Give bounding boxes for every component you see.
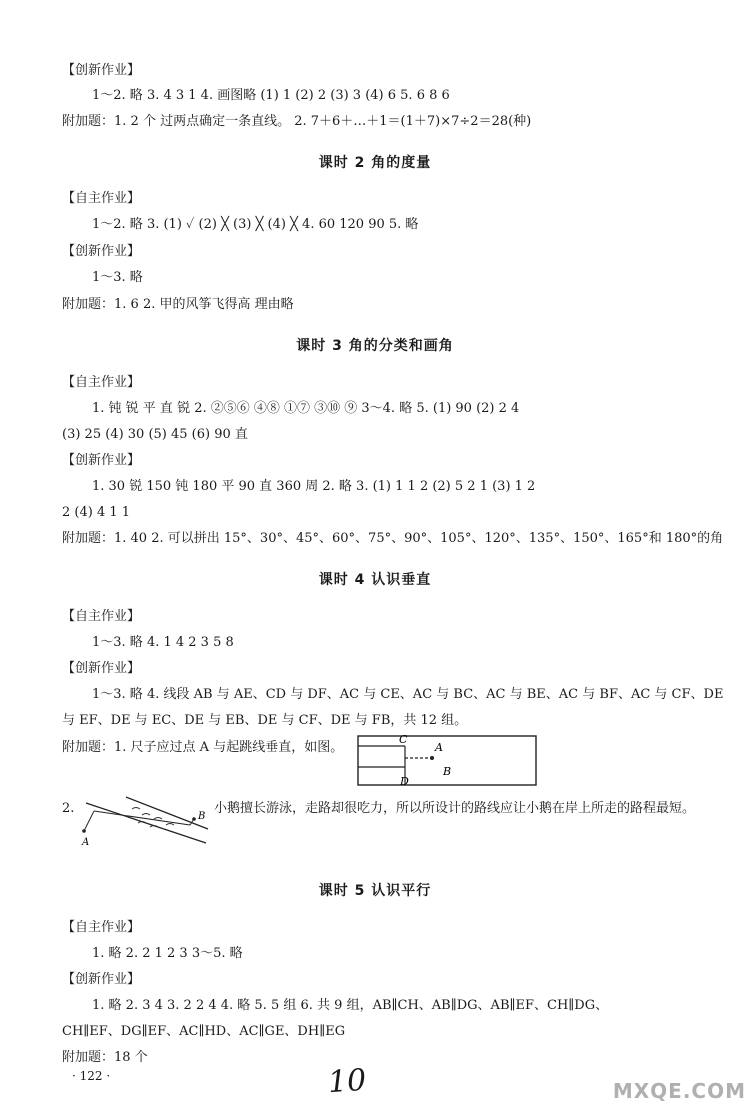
- answer-line: (3) 25 (4) 30 (5) 45 (6) 90 直: [62, 427, 248, 442]
- handwritten-number: 10: [326, 1062, 368, 1101]
- answer-line: 1～3. 略: [92, 270, 143, 285]
- river-path-figure: [70, 795, 210, 855]
- answer-line: 1～3. 略 4. 线段 AB 与 AE、CD 与 DF、AC 与 CE、AC 与 BC、AC 与 BE、AC 与 BF、AC 与 CF、DE: [92, 687, 724, 702]
- label-a: A: [82, 837, 90, 848]
- label-a: A: [435, 741, 443, 754]
- bonus-line: 附加题：1. 40 2. 可以拼出 15°、30°、45°、60°、75°、90°、105°、120°、135°、150°、165°和 180°的角: [62, 531, 724, 546]
- label-c: C: [399, 733, 408, 746]
- ruler-perpendicular-figure: [355, 733, 540, 788]
- answer-line: CH∥EF、DG∥EF、AC∥HD、AC∥GE、DH∥EG: [62, 1024, 346, 1039]
- answer-line: 1. 略 2. 3 4 3. 2 2 4 4. 略 5. 5 组 6. 共 9 组，AB∥CH、AB∥DG、AB∥EF、CH∥DG、: [92, 998, 609, 1013]
- bonus-line: 附加题：18 个: [62, 1050, 148, 1065]
- lesson-title: 课时 2 角的度量: [318, 155, 432, 171]
- section-tag-zizhu: 【自主作业】: [62, 191, 141, 206]
- answer-line: 1. 略 2. 2 1 2 3 3～5. 略: [92, 946, 243, 961]
- answer-line: 与 EF、DE 与 EC、DE 与 EB、DE 与 CF、DE 与 FB，共 12 组。: [62, 713, 468, 728]
- watermark: MXQE.COM: [612, 1079, 746, 1103]
- bonus-line: 附加题：1. 6 2. 甲的风筝飞得高 理由略: [62, 297, 294, 312]
- question-text: 小鹅擅长游泳，走路却很吃力，所以所设计的路线应让小鹅在岸上所走的路程最短。: [214, 801, 696, 816]
- lesson-title: 课时 4 认识垂直: [318, 572, 432, 588]
- section-tag-zizhu: 【自主作业】: [62, 375, 141, 390]
- section-tag-zizhu: 【自主作业】: [62, 609, 141, 624]
- page-number: · 122 ·: [72, 1069, 111, 1083]
- answer-line: 1. 钝 锐 平 直 锐 2. ②⑤⑥ ④⑧ ①⑦ ③⑩ ⑨ 3～4. 略 5. (1) 90 (2) 2 4: [92, 401, 520, 416]
- answer-line: 2 (4) 4 1 1: [62, 505, 131, 520]
- section-tag-chuangxin: 【创新作业】: [62, 244, 141, 259]
- answer-line: 1～3. 略 4. 1 4 2 3 5 8: [92, 635, 234, 650]
- section-tag-chuangxin: 【创新作业】: [62, 63, 141, 78]
- answer-line: 1～2. 略 3. 4 3 1 4. 画图略 (1) 1 (2) 2 (3) 3 (4) 6 5. 6 8 6: [92, 88, 450, 103]
- section-tag-chuangxin: 【创新作业】: [62, 661, 141, 676]
- section-tag-zizhu: 【自主作业】: [62, 920, 141, 935]
- lesson-title: 课时 3 角的分类和画角: [296, 338, 454, 354]
- answer-line: 1. 30 锐 150 钝 180 平 90 直 360 周 2. 略 3. (1) 1 1 2 (2) 5 2 1 (3) 1 2: [92, 479, 536, 494]
- label-d: D: [400, 775, 409, 788]
- section-tag-chuangxin: 【创新作业】: [62, 972, 141, 987]
- answer-line: 1～2. 略 3. (1) ✓ (2) ╳ (3) ╳ (4) ╳ 4. 60 120 90 5. 略: [92, 217, 419, 232]
- label-b: B: [443, 765, 452, 778]
- bonus-line: 附加题：1. 尺子应过点 A 与起跳线垂直，如图。: [62, 740, 344, 755]
- question-number: 2.: [62, 801, 75, 816]
- lesson-title: 课时 5 认识平行: [318, 883, 432, 899]
- section-tag-chuangxin: 【创新作业】: [62, 453, 141, 468]
- label-b: B: [198, 811, 206, 822]
- bonus-line: 附加题：1. 2 个 过两点确定一条直线。 2. 7＋6＋…＋1＝(1＋7)×7÷2＝28(种): [62, 114, 532, 129]
